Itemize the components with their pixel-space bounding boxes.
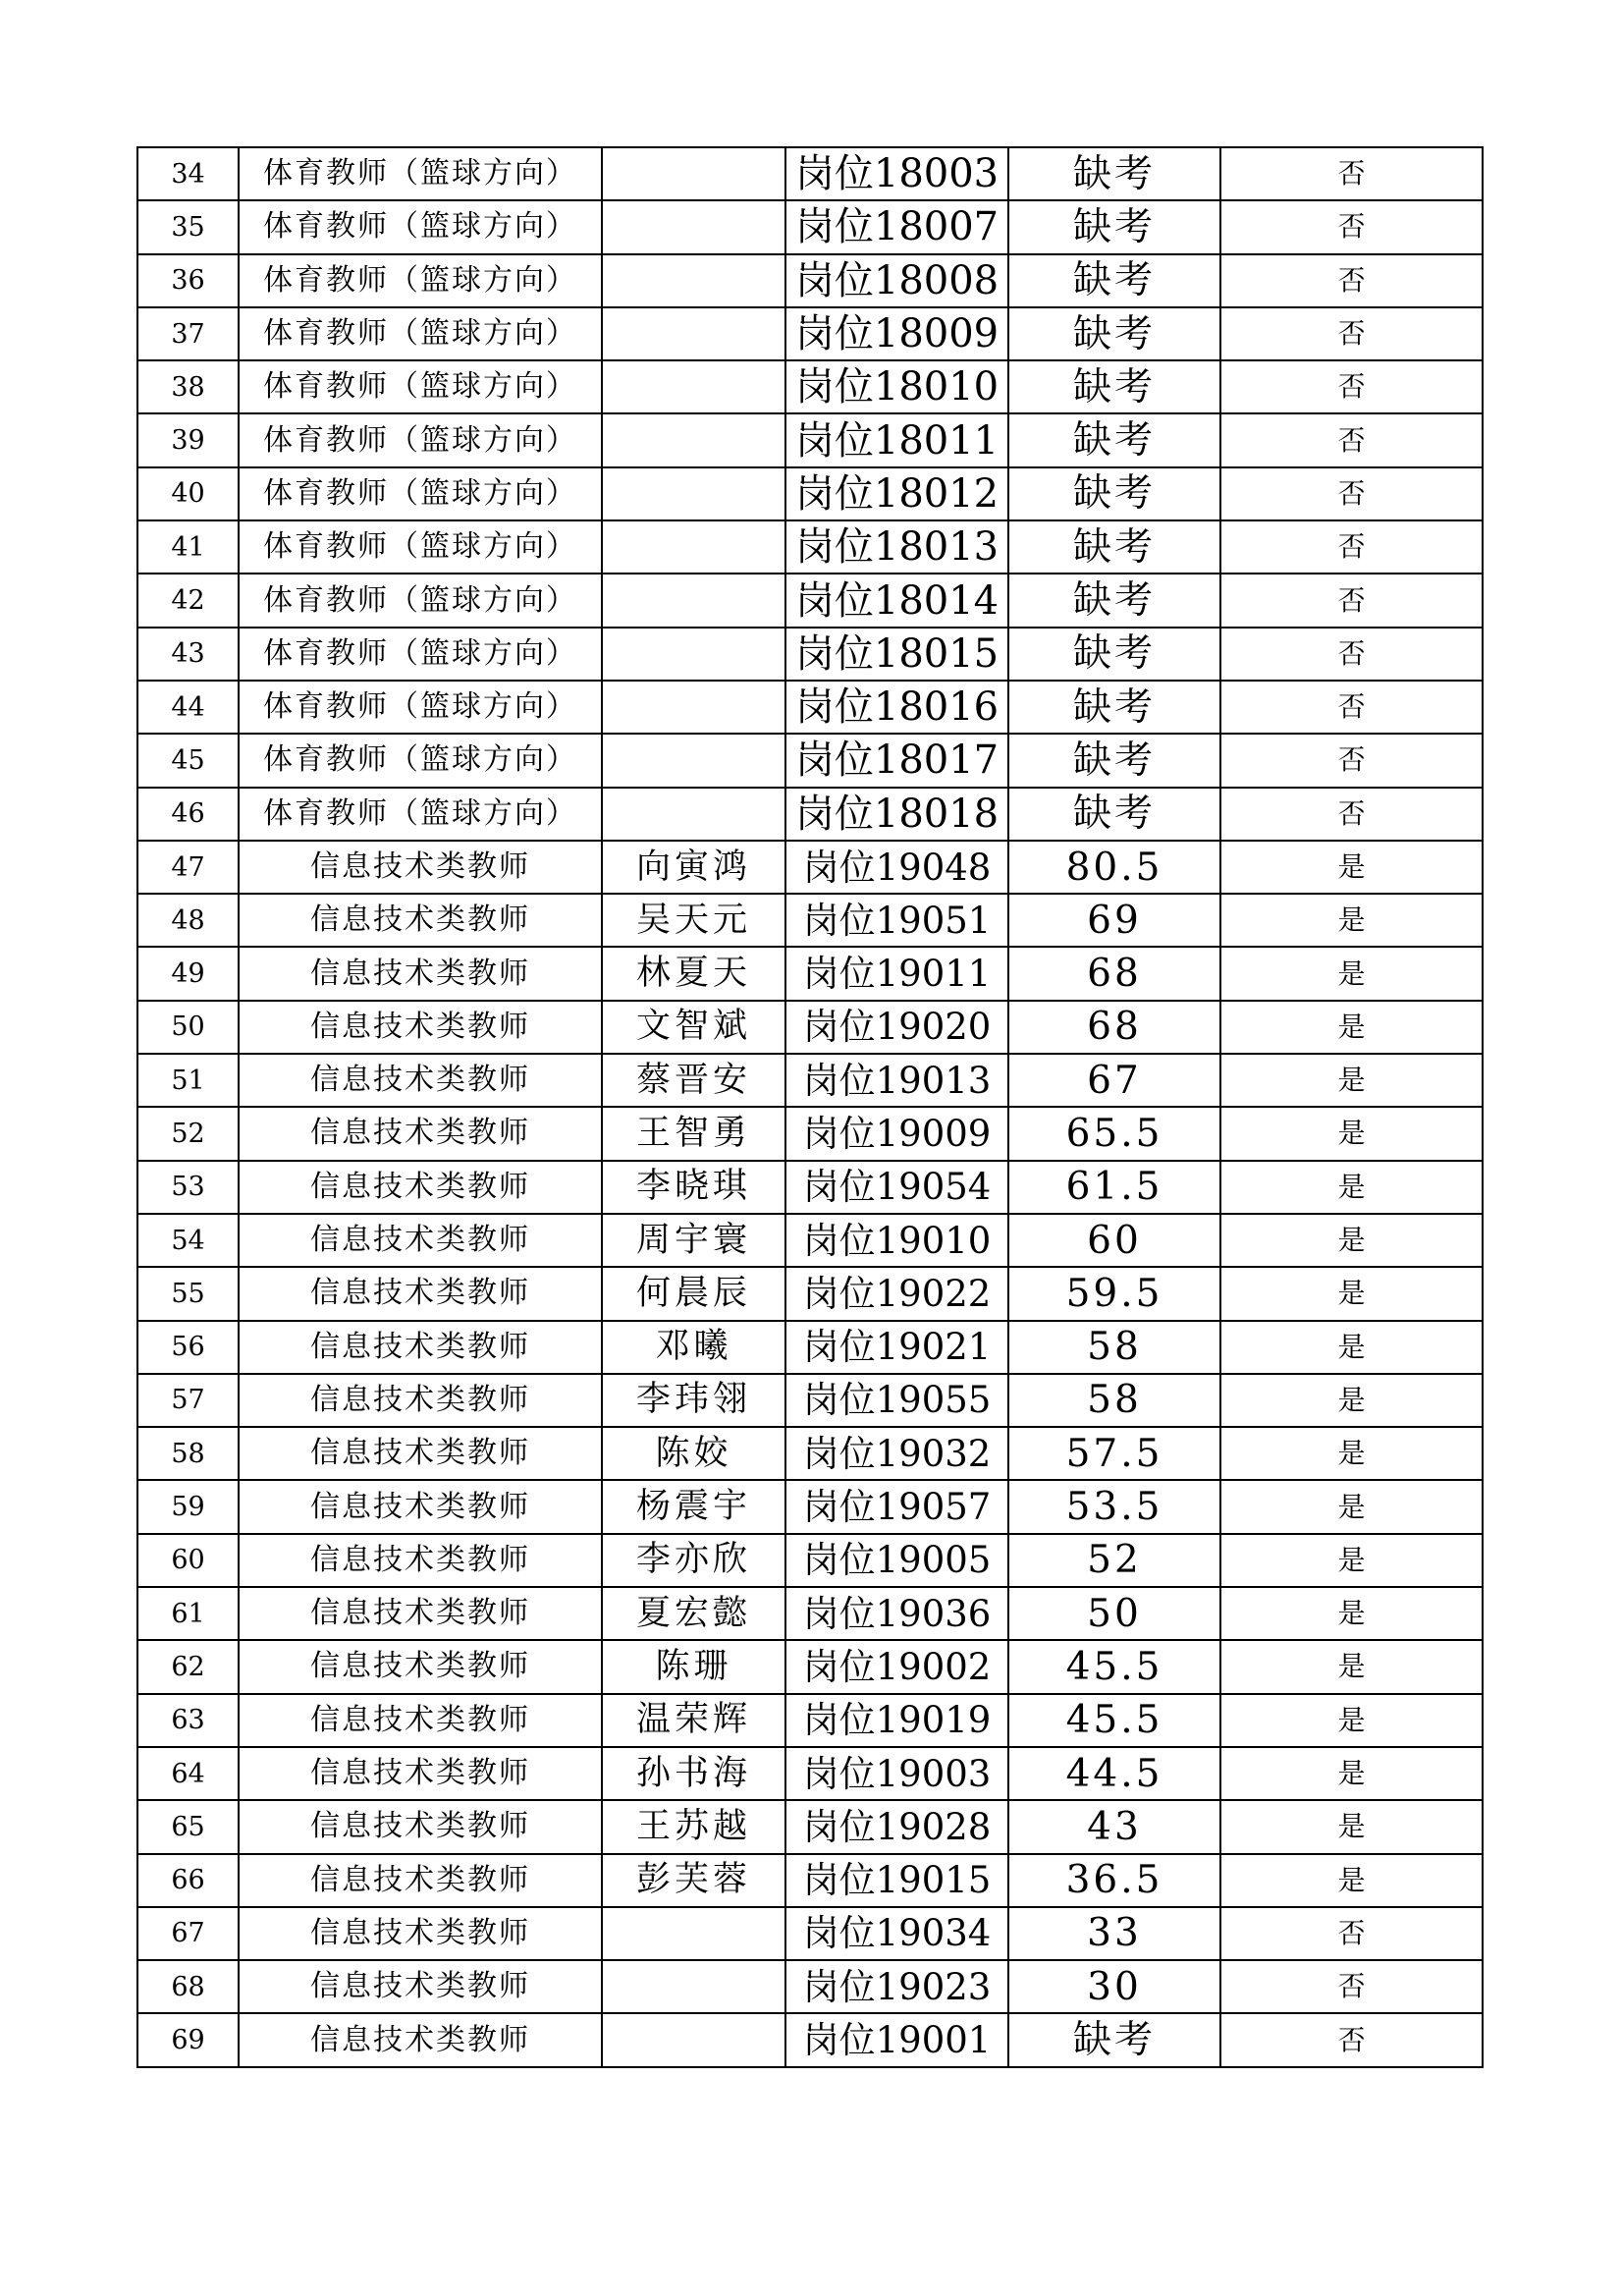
qualified-flag-cell: 否 [1220,360,1483,413]
table-row [137,628,1483,681]
qualified-flag-cell: 否 [1220,681,1483,734]
row-index-cell: 50 [137,1001,239,1054]
row-index-cell: 63 [137,1694,239,1747]
exam-score-cell: 45.5 [1008,1694,1220,1747]
exam-score-cell: 67 [1008,1054,1220,1107]
exam-score-cell: 缺考 [1008,574,1220,627]
row-index-cell: 40 [137,467,239,520]
post-name-cell: 体育教师（篮球方向） [239,413,602,466]
post-code-cell: 岗位18011 [785,413,1008,466]
qualified-flag-cell: 是 [1220,1267,1483,1320]
exam-score-cell: 33 [1008,1907,1220,1960]
exam-score-cell: 69 [1008,894,1220,947]
table-row [137,1694,1483,1747]
table-row [137,788,1483,841]
post-code-cell: 岗位18007 [785,200,1008,253]
post-code-cell: 岗位18013 [785,520,1008,574]
candidate-name-cell: 陈珊 [602,1640,785,1693]
candidate-name-cell: 王智勇 [602,1107,785,1160]
exam-score-cell: 65.5 [1008,1107,1220,1160]
post-code-cell: 岗位18010 [785,360,1008,413]
candidate-name-cell: 邓曦 [602,1321,785,1374]
row-index-cell: 64 [137,1747,239,1800]
post-code-cell: 岗位19005 [785,1534,1008,1587]
post-code-cell: 岗位18016 [785,681,1008,734]
exam-score-cell: 30 [1008,1960,1220,2013]
qualified-flag-cell: 是 [1220,1321,1483,1374]
exam-score-cell: 缺考 [1008,254,1220,307]
table-row [137,147,1483,200]
post-name-cell: 体育教师（篮球方向） [239,147,602,200]
post-code-cell: 岗位19055 [785,1374,1008,1427]
candidate-name-cell: 杨震宇 [602,1480,785,1533]
table-row [137,360,1483,413]
table-row [137,1480,1483,1533]
row-index-cell: 49 [137,947,239,1000]
table-row [137,1161,1483,1214]
qualified-flag-cell: 是 [1220,1800,1483,1853]
qualified-flag-cell: 是 [1220,1534,1483,1587]
post-name-cell: 信息技术类教师 [239,1427,602,1480]
post-code-cell: 岗位19028 [785,1800,1008,1853]
post-name-cell: 信息技术类教师 [239,1587,602,1640]
row-index-cell: 37 [137,307,239,360]
candidate-name-cell: 何晨辰 [602,1267,785,1320]
candidate-name-cell [602,520,785,574]
exam-score-cell: 80.5 [1008,841,1220,894]
candidate-name-cell: 文智斌 [602,1001,785,1054]
table-row [137,1587,1483,1640]
post-name-cell: 体育教师（篮球方向） [239,681,602,734]
exam-score-cell: 52 [1008,1534,1220,1587]
post-name-cell: 信息技术类教师 [239,1960,602,2013]
exam-score-cell: 缺考 [1008,520,1220,574]
qualified-flag-cell: 是 [1220,1587,1483,1640]
qualified-flag-cell: 否 [1220,734,1483,787]
candidate-name-cell: 温荣辉 [602,1694,785,1747]
post-code-cell: 岗位18008 [785,254,1008,307]
row-index-cell: 39 [137,413,239,466]
candidate-name-cell: 向寅鸿 [602,841,785,894]
candidate-name-cell [602,2013,785,2066]
qualified-flag-cell: 是 [1220,1214,1483,1267]
qualified-flag-cell: 否 [1220,1907,1483,1960]
post-name-cell: 信息技术类教师 [239,1854,602,1907]
post-code-cell: 岗位19022 [785,1267,1008,1320]
qualified-flag-cell: 是 [1220,1640,1483,1693]
qualified-flag-cell: 是 [1220,894,1483,947]
table-row [137,1800,1483,1853]
row-index-cell: 60 [137,1534,239,1587]
qualified-flag-cell: 否 [1220,413,1483,466]
candidate-name-cell: 李亦欣 [602,1534,785,1587]
post-name-cell: 体育教师（篮球方向） [239,200,602,253]
qualified-flag-cell: 是 [1220,947,1483,1000]
table-row [137,947,1483,1000]
post-name-cell: 信息技术类教师 [239,841,602,894]
table-row [137,1640,1483,1693]
post-code-cell: 岗位18014 [785,574,1008,627]
qualified-flag-cell: 是 [1220,841,1483,894]
candidate-name-cell: 王苏越 [602,1800,785,1853]
exam-score-cell: 缺考 [1008,2013,1220,2066]
qualified-flag-cell: 是 [1220,1161,1483,1214]
post-code-cell: 岗位19015 [785,1854,1008,1907]
post-name-cell: 信息技术类教师 [239,1534,602,1587]
exam-score-cell: 58 [1008,1374,1220,1427]
exam-score-cell: 缺考 [1008,628,1220,681]
post-name-cell: 信息技术类教师 [239,1001,602,1054]
table-row [137,1054,1483,1107]
candidate-name-cell [602,467,785,520]
row-index-cell: 36 [137,254,239,307]
row-index-cell: 58 [137,1427,239,1480]
table-row [137,681,1483,734]
row-index-cell: 53 [137,1161,239,1214]
post-code-cell: 岗位18009 [785,307,1008,360]
post-code-cell: 岗位18018 [785,788,1008,841]
candidate-name-cell [602,1960,785,2013]
table-row [137,254,1483,307]
qualified-flag-cell: 否 [1220,788,1483,841]
candidate-name-cell [602,788,785,841]
row-index-cell: 35 [137,200,239,253]
candidate-name-cell [602,574,785,627]
row-index-cell: 61 [137,1587,239,1640]
row-index-cell: 67 [137,1907,239,1960]
row-index-cell: 52 [137,1107,239,1160]
exam-score-cell: 缺考 [1008,788,1220,841]
exam-score-cell: 53.5 [1008,1480,1220,1533]
exam-score-cell: 57.5 [1008,1427,1220,1480]
candidate-name-cell [602,254,785,307]
qualified-flag-cell: 是 [1220,1054,1483,1107]
exam-score-cell: 缺考 [1008,734,1220,787]
post-name-cell: 体育教师（篮球方向） [239,307,602,360]
exam-score-cell: 59.5 [1008,1267,1220,1320]
table-row [137,574,1483,627]
post-code-cell: 岗位19023 [785,1960,1008,2013]
candidate-name-cell [602,360,785,413]
table-row [137,200,1483,253]
table-row [137,1374,1483,1427]
table-row [137,520,1483,574]
post-code-cell: 岗位19002 [785,1640,1008,1693]
row-index-cell: 65 [137,1800,239,1853]
candidate-name-cell: 陈姣 [602,1427,785,1480]
row-index-cell: 38 [137,360,239,413]
qualified-flag-cell: 否 [1220,307,1483,360]
post-code-cell: 岗位19036 [785,1587,1008,1640]
table-row [137,1747,1483,1800]
exam-score-cell: 缺考 [1008,681,1220,734]
candidate-name-cell: 孙书海 [602,1747,785,1800]
post-name-cell: 体育教师（篮球方向） [239,467,602,520]
table-row [137,413,1483,466]
post-name-cell: 信息技术类教师 [239,894,602,947]
row-index-cell: 42 [137,574,239,627]
qualified-flag-cell: 否 [1220,520,1483,574]
exam-score-cell: 缺考 [1008,200,1220,253]
exam-score-cell: 缺考 [1008,413,1220,466]
table-row [137,1427,1483,1480]
post-name-cell: 信息技术类教师 [239,1694,602,1747]
table-row [137,307,1483,360]
post-name-cell: 信息技术类教师 [239,2013,602,2066]
qualified-flag-cell: 是 [1220,1747,1483,1800]
post-name-cell: 信息技术类教师 [239,1267,602,1320]
table-row [137,734,1483,787]
post-name-cell: 信息技术类教师 [239,1747,602,1800]
row-index-cell: 43 [137,628,239,681]
exam-score-cell: 缺考 [1008,467,1220,520]
qualified-flag-cell: 是 [1220,1480,1483,1533]
post-name-cell: 信息技术类教师 [239,1054,602,1107]
table-row [137,1321,1483,1374]
post-name-cell: 信息技术类教师 [239,1907,602,1960]
candidate-name-cell: 李玮翎 [602,1374,785,1427]
row-index-cell: 34 [137,147,239,200]
results-body [137,147,1483,2067]
table-row [137,1107,1483,1160]
exam-score-cell: 58 [1008,1321,1220,1374]
candidate-name-cell [602,628,785,681]
candidate-name-cell: 周宇寰 [602,1214,785,1267]
qualified-flag-cell: 否 [1220,2013,1483,2066]
post-name-cell: 体育教师（篮球方向） [239,788,602,841]
row-index-cell: 41 [137,520,239,574]
post-name-cell: 信息技术类教师 [239,1800,602,1853]
table-row [137,841,1483,894]
candidate-name-cell: 吴天元 [602,894,785,947]
exam-score-cell: 缺考 [1008,360,1220,413]
post-code-cell: 岗位19021 [785,1321,1008,1374]
qualified-flag-cell: 是 [1220,1001,1483,1054]
candidate-name-cell [602,200,785,253]
table-row [137,1854,1483,1907]
candidate-name-cell: 彭芙蓉 [602,1854,785,1907]
qualified-flag-cell: 是 [1220,1854,1483,1907]
results-table [136,146,1484,2068]
candidate-name-cell: 夏宏懿 [602,1587,785,1640]
post-name-cell: 信息技术类教师 [239,1321,602,1374]
row-index-cell: 59 [137,1480,239,1533]
post-name-cell: 信息技术类教师 [239,1214,602,1267]
row-index-cell: 69 [137,2013,239,2066]
exam-score-cell: 60 [1008,1214,1220,1267]
exam-score-cell: 36.5 [1008,1854,1220,1907]
exam-score-cell: 50 [1008,1587,1220,1640]
exam-score-cell: 68 [1008,947,1220,1000]
post-code-cell: 岗位19009 [785,1107,1008,1160]
table-row [137,1267,1483,1320]
post-code-cell: 岗位19001 [785,2013,1008,2066]
post-code-cell: 岗位19051 [785,894,1008,947]
post-name-cell: 体育教师（篮球方向） [239,574,602,627]
post-code-cell: 岗位19011 [785,947,1008,1000]
exam-score-cell: 61.5 [1008,1161,1220,1214]
exam-score-cell: 43 [1008,1800,1220,1853]
post-code-cell: 岗位19054 [785,1161,1008,1214]
candidate-name-cell: 李晓琪 [602,1161,785,1214]
candidate-name-cell [602,1907,785,1960]
candidate-name-cell [602,147,785,200]
table-row [137,1214,1483,1267]
post-code-cell: 岗位18003 [785,147,1008,200]
row-index-cell: 51 [137,1054,239,1107]
post-name-cell: 体育教师（篮球方向） [239,254,602,307]
table-row [137,467,1483,520]
qualified-flag-cell: 是 [1220,1427,1483,1480]
post-name-cell: 信息技术类教师 [239,1374,602,1427]
qualified-flag-cell: 否 [1220,574,1483,627]
post-code-cell: 岗位19013 [785,1054,1008,1107]
candidate-name-cell [602,681,785,734]
post-name-cell: 体育教师（篮球方向） [239,360,602,413]
table-row [137,1960,1483,2013]
post-name-cell: 体育教师（篮球方向） [239,520,602,574]
exam-score-cell: 44.5 [1008,1747,1220,1800]
post-code-cell: 岗位18015 [785,628,1008,681]
post-code-cell: 岗位19057 [785,1480,1008,1533]
row-index-cell: 68 [137,1960,239,2013]
post-code-cell: 岗位18012 [785,467,1008,520]
row-index-cell: 48 [137,894,239,947]
post-name-cell: 体育教师（篮球方向） [239,734,602,787]
candidate-name-cell: 蔡晋安 [602,1054,785,1107]
post-code-cell: 岗位19048 [785,841,1008,894]
candidate-name-cell [602,307,785,360]
post-code-cell: 岗位19019 [785,1694,1008,1747]
qualified-flag-cell: 否 [1220,467,1483,520]
post-code-cell: 岗位18017 [785,734,1008,787]
candidate-name-cell [602,734,785,787]
row-index-cell: 46 [137,788,239,841]
table-row [137,1907,1483,1960]
qualified-flag-cell: 否 [1220,147,1483,200]
post-name-cell: 信息技术类教师 [239,947,602,1000]
qualified-flag-cell: 是 [1220,1374,1483,1427]
candidate-name-cell: 林夏天 [602,947,785,1000]
qualified-flag-cell: 否 [1220,254,1483,307]
row-index-cell: 45 [137,734,239,787]
table-row [137,2013,1483,2066]
post-code-cell: 岗位19010 [785,1214,1008,1267]
table-row [137,894,1483,947]
qualified-flag-cell: 是 [1220,1107,1483,1160]
post-name-cell: 信息技术类教师 [239,1480,602,1533]
exam-score-cell: 缺考 [1008,147,1220,200]
qualified-flag-cell: 是 [1220,1694,1483,1747]
table-row [137,1001,1483,1054]
row-index-cell: 44 [137,681,239,734]
exam-score-cell: 68 [1008,1001,1220,1054]
row-index-cell: 57 [137,1374,239,1427]
candidate-name-cell [602,413,785,466]
row-index-cell: 47 [137,841,239,894]
post-code-cell: 岗位19003 [785,1747,1008,1800]
qualified-flag-cell: 否 [1220,1960,1483,2013]
table-row [137,1534,1483,1587]
row-index-cell: 54 [137,1214,239,1267]
post-code-cell: 岗位19020 [785,1001,1008,1054]
qualified-flag-cell: 否 [1220,200,1483,253]
exam-score-cell: 缺考 [1008,307,1220,360]
row-index-cell: 62 [137,1640,239,1693]
post-code-cell: 岗位19032 [785,1427,1008,1480]
row-index-cell: 66 [137,1854,239,1907]
exam-score-cell: 45.5 [1008,1640,1220,1693]
row-index-cell: 55 [137,1267,239,1320]
post-name-cell: 体育教师（篮球方向） [239,628,602,681]
row-index-cell: 56 [137,1321,239,1374]
post-name-cell: 信息技术类教师 [239,1107,602,1160]
post-name-cell: 信息技术类教师 [239,1161,602,1214]
qualified-flag-cell: 否 [1220,628,1483,681]
post-name-cell: 信息技术类教师 [239,1640,602,1693]
post-code-cell: 岗位19034 [785,1907,1008,1960]
